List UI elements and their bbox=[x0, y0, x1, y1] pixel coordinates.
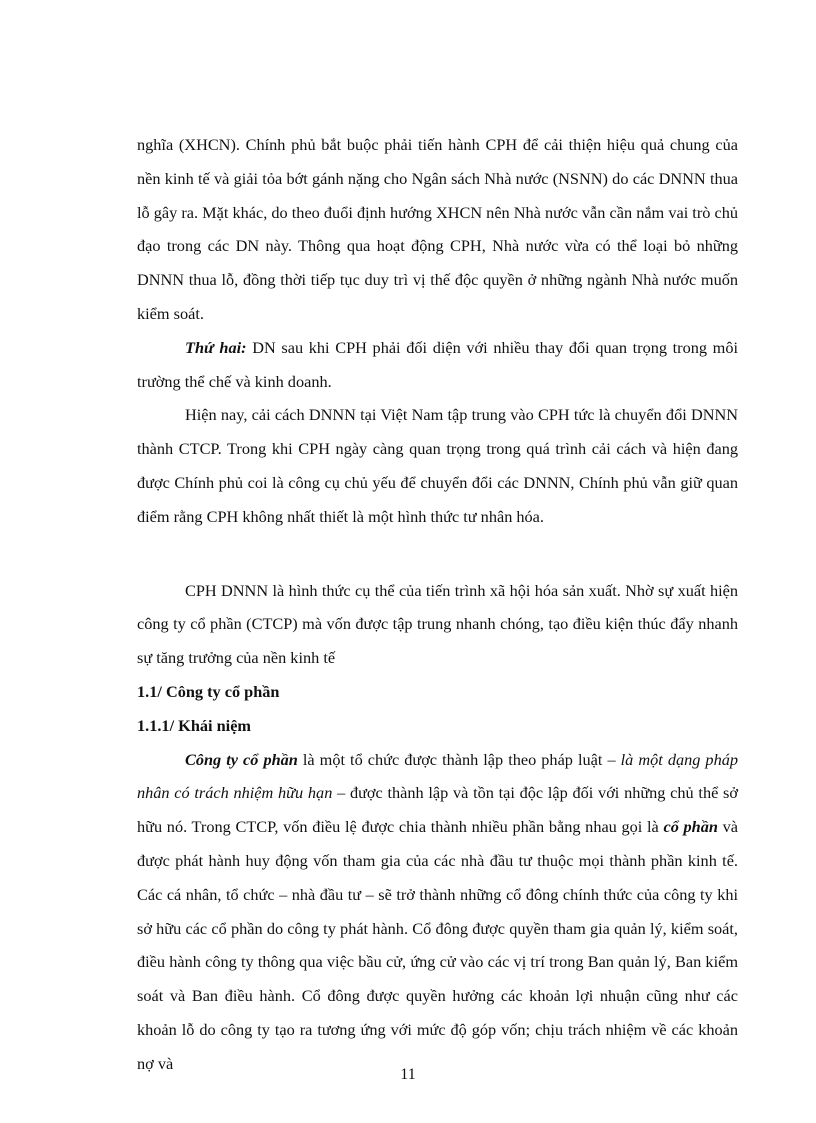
paragraph-thu-hai bbox=[137, 331, 738, 399]
paragraph-definition bbox=[137, 743, 738, 1081]
page-number: 11 bbox=[400, 1066, 416, 1083]
paragraph-thu-hai-text: DN sau khi CPH phải đối diện với nhiều thay đổi quan trọng trong môi trường thể chế và kinh doanh. bbox=[137, 337, 739, 391]
emphasis-thu-hai: Thứ hai: bbox=[185, 337, 247, 357]
paragraph-gap bbox=[137, 534, 738, 574]
paragraph-xhcn: nghĩa (XHCN). Chính phủ bắt buộc phải tiến hành CPH để cải thiện hiệu quả chung của nền kinh tế và giải tỏa bớt gánh nặng cho Ngân sách Nhà nước (NSNN) do các DNNN thua lỗ gây ra. Mặt khác, do theo đuổi định hướng XHCN nên Nhà nước vẫn cần nắm vai trò chủ đạo trong các DN này. Thông qua hoạt động CPH, Nhà nước vừa có thể loại bỏ những DNNN thua lỗ, đồng thời tiếp tục duy trì vị thế độc quyền ở những ngành Nhà nước muốn kiểm soát. bbox=[137, 135, 738, 323]
subsection-heading: 1.1.1/ Khái niệm bbox=[137, 715, 251, 735]
term-co-phan: cổ phần bbox=[663, 817, 718, 837]
section-heading: 1.1/ Công ty cổ phần bbox=[137, 681, 280, 701]
definition-italic: là một dạng pháp nhân có trách nhiệm hữu hạn bbox=[137, 749, 738, 803]
definition-text-a: là một tổ chức được thành lập theo pháp luật – bbox=[297, 749, 621, 769]
body-text bbox=[137, 128, 738, 1081]
paragraph-xa-hoi-hoa: CPH DNNN là hình thức cụ thể của tiến trình xã hội hóa sản xuất. Nhờ sự xuất hiện công ty cổ phần (CTCP) mà vốn được tập trung nhanh chóng, tạo điều kiện thúc đẩy nhanh sự tăng trưởng của nền kinh tế bbox=[137, 580, 738, 668]
definition-text-c: và được phát hành huy động vốn tham gia của các nhà đầu tư thuộc mọi thành phần kinh tế. Các cá nhân, tổ chức – nhà đầu tư – sẽ trở thành những cổ đông chính thức của công ty khi sở hữu các cổ phần do công ty phát hành. Cổ đông được quyền tham gia quản lý, kiểm soát, điều hành công ty thông qua việc bầu cử, ứng cử vào các vị trí trong Ban quản lý, Ban kiểm soát và Ban điều hành. Cổ đông được quyền hưởng các khoản lợi nhuận cũng như các khoản lỗ do công ty tạo ra tương ứng với mức độ góp vốn; chịu trách nhiệm về các khoản nợ và bbox=[137, 817, 739, 1073]
term-cong-ty-co-phan: Công ty cổ phần bbox=[185, 749, 298, 769]
paragraph-cai-cach: Hiện nay, cải cách DNNN tại Việt Nam tập trung vào CPH tức là chuyển đổi DNNN thành CTCP. Trong khi CPH ngày càng quan trọng trong quá trình cải cách và hiện đang được Chính phủ coi là công cụ chủ yếu để chuyển đổi các DNNN, Chính phủ vẫn giữ quan điểm rằng CPH không nhất thiết là một hình thức tư nhân hóa. bbox=[137, 405, 738, 526]
definition-text-b: – được thành lập và tồn tại độc lập đối với những chủ thể sở hữu nó. Trong CTCP, vốn điều lệ được chia thành nhiều phần bằng nhau gọi là bbox=[137, 783, 738, 837]
